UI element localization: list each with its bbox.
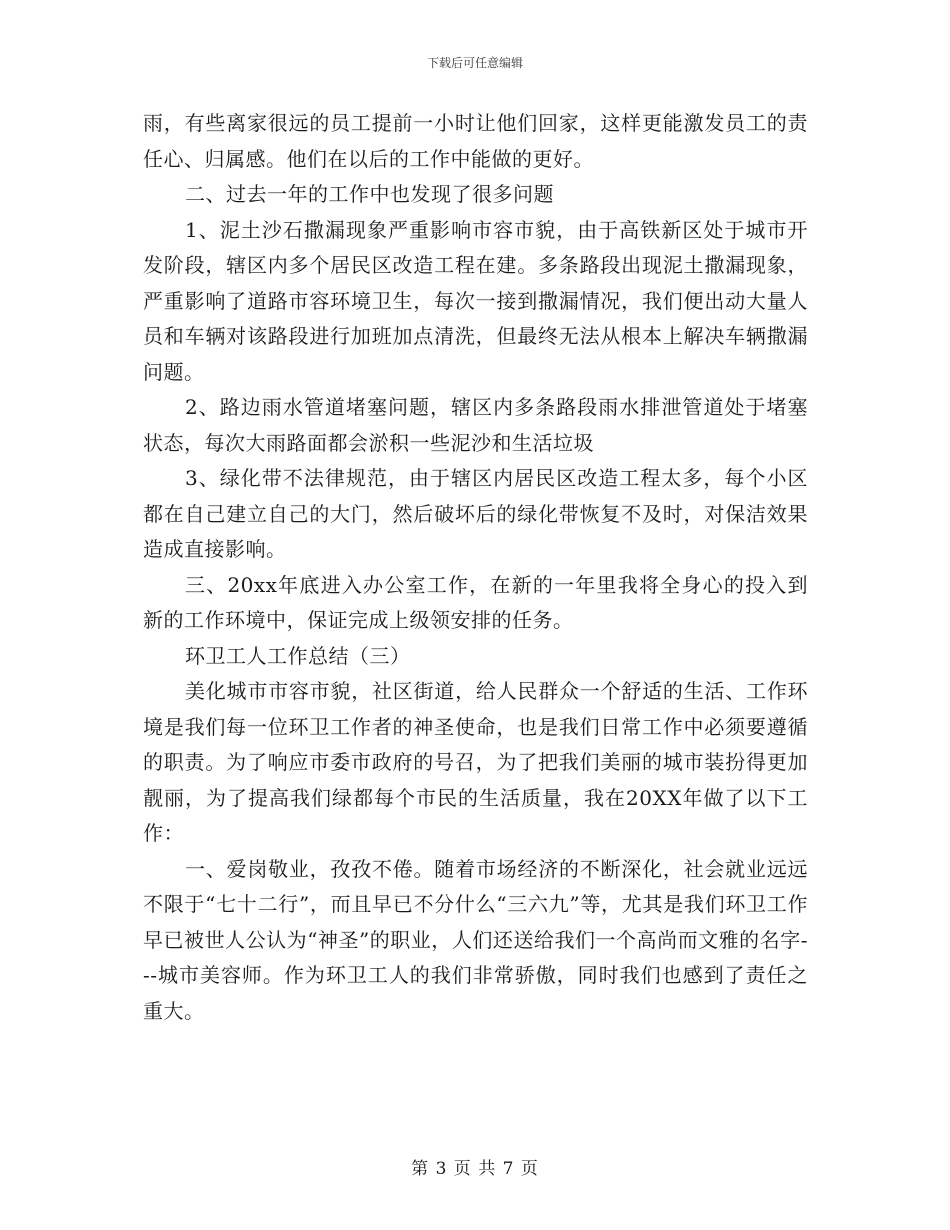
paragraph-problem-2: 2、路边雨水管道堵塞问题，辖区内多条路段雨水排泄管道处于堵塞状态，每次大雨路面都会淤积一些泥沙和生活垃圾 [143,395,808,455]
document-subtitle: 环卫工人工作总结（三） [185,643,411,668]
paragraph-continuation: 雨，有些离家很远的员工提前一小时让他们回家，这样更能激发员工的责任心、归属感。他们在以后的工作中能做的更好。 [143,111,808,171]
page-number-footer: 第 3 页 共 7 页 [411,1159,539,1179]
section-heading-problems: 二、过去一年的工作中也发现了很多问题 [185,182,554,206]
paragraph-problem-1: 1、泥土沙石撒漏现象严重影响市容市貌，由于高铁新区处于城市开发阶段，辖区内多个居民区改造工程在建。多条路段出现泥土撒漏现象，严重影响了道路市容环境卫生，每次一接到撒漏情况，我们便出动大量人员和车辆对该路段进行加班加点清洗，但最终无法从根本上解决车辆撒漏问题。 [143,217,808,384]
paragraph-problem-3: 3、绿化带不法律规范，由于辖区内居民区改造工程太多，每个小区都在自己建立自己的大门，然后破坏后的绿化带恢复不及时，对保洁效果造成直接影响。 [143,466,808,561]
page-header-note: 下载后可任意编辑 [426,56,523,70]
section-heading-office-work: 三、20xx年底进入办公室工作，在新的一年里我将全身心的投入到新的工作环境中，保证完成上级领安排的任务。 [143,572,808,632]
document-body [143,106,808,1029]
paragraph-dedication: 一、爱岗敬业，孜孜不倦。随着市场经济的不断深化，社会就业远远不限于“七十二行”，而且早已不分什么“三六九”等，尤其是我们环卫工作早已被世人公认为“神圣”的职业，人们还送给我们一个高尚而文雅的名字---城市美容师。作为环卫工人的我们非常骄傲，同时我们也感到了责任之重大。 [143,856,808,1023]
paragraph-intro: 美化城市市容市貌，社区街道，给人民群众一个舒适的生活、工作环境是我们每一位环卫工作者的神圣使命，也是我们日常工作中必须要遵循的职责。为了响应市委市政府的号召，为了把我们美丽的城市装扮得更加靓丽，为了提高我们绿都每个市民的生活质量，我在20XX年做了以下工作： [143,679,808,845]
